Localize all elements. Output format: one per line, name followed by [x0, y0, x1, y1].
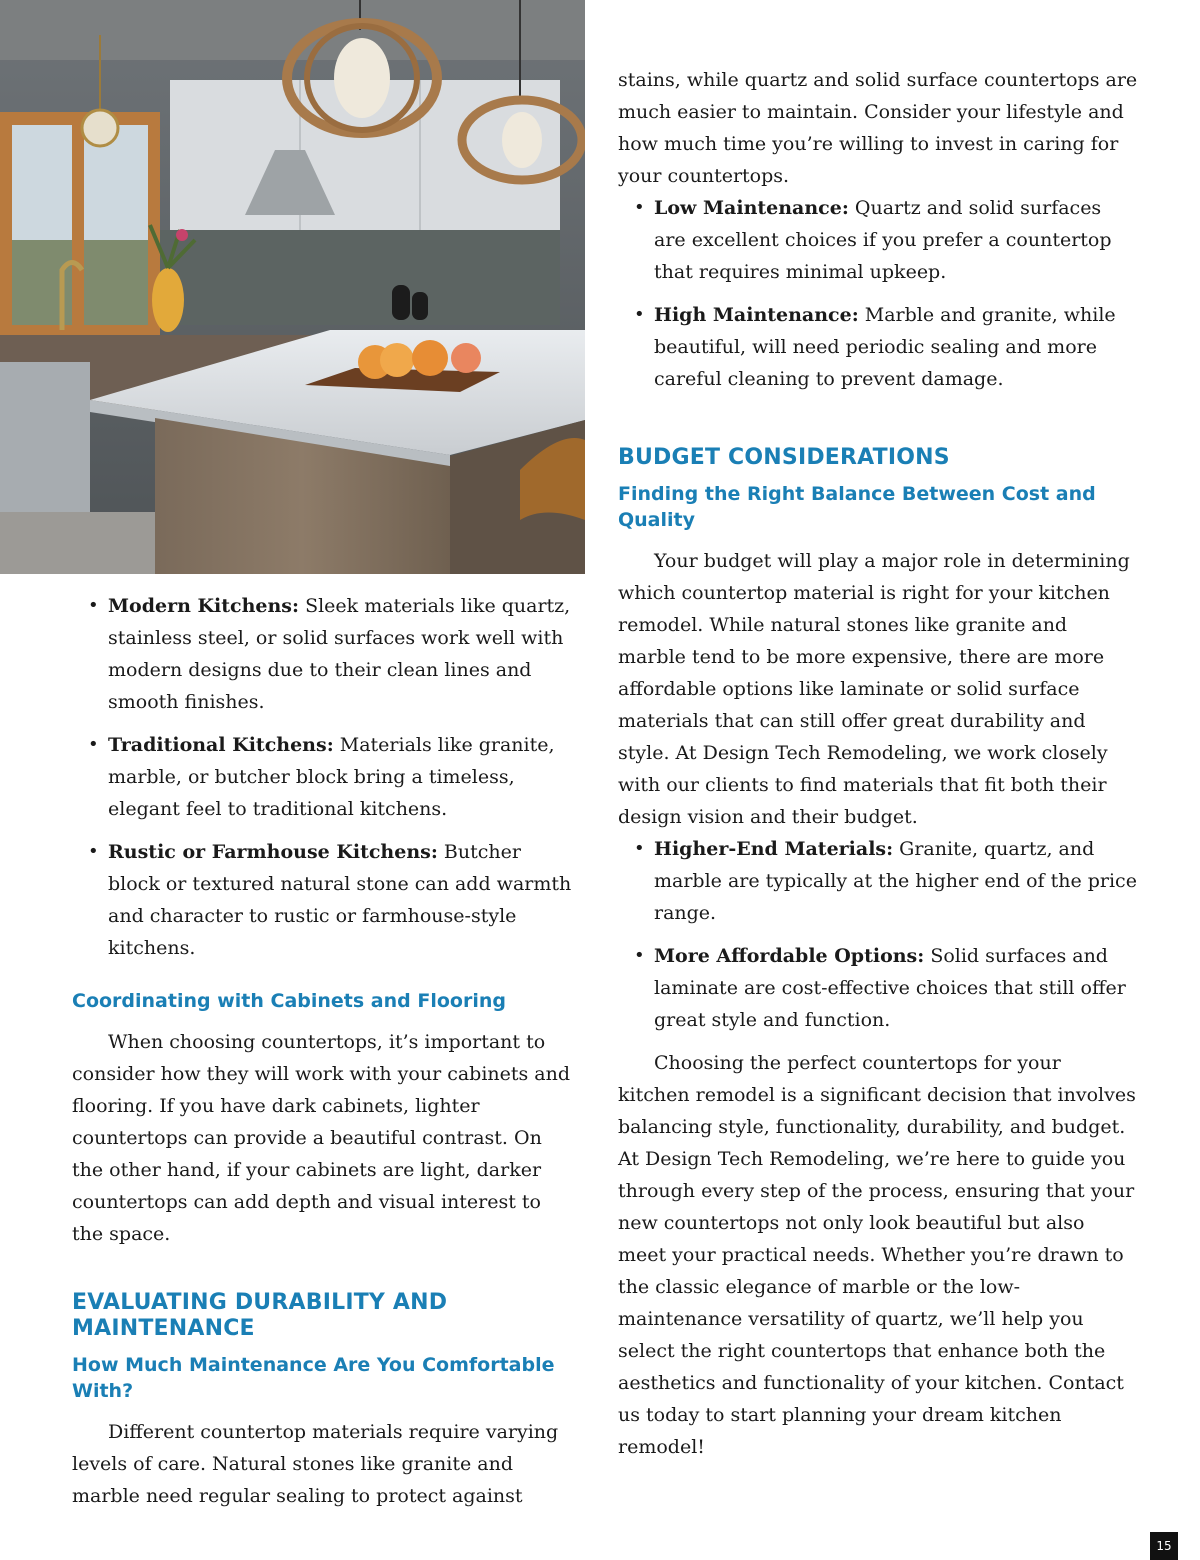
budget-paragraph: Your budget will play a major role in determining which countertop material is right for your kitchen remodel. While natural stones like granite and marble tend to be more expensive, there are more affordable options like laminate or solid surface materials that can still offer great durability and style. At Design Tech Remodeling, we work closely with our clients to find materials that fit both their design vision and their budget. — [618, 550, 1130, 828]
list-item: • Rustic or Farmhouse Kitchens: Butcher block or textured natural stone can add warmth and character to rustic or farmhouse-style kitchens. — [108, 836, 577, 964]
list-item: • More Affordable Options: Solid surfaces and laminate are cost-effective choices that still offer great style and function. — [654, 940, 1138, 1036]
list-item: • Higher-End Materials: Granite, quartz, and marble are typically at the higher end of the price range. — [654, 833, 1138, 929]
list-item: • Low Maintenance: Quartz and solid surfaces are excellent choices if you prefer a countertop that requires minimal upkeep. — [654, 192, 1138, 288]
maintenance-paragraph-continued: stains, while quartz and solid surface countertops are much easier to maintain. Consider your lifestyle and how much time you’re willing to invest in caring for your countertops. — [618, 69, 1138, 187]
kitchen-style-list — [72, 590, 577, 964]
page-number: 15 — [1150, 1532, 1178, 1560]
budget-heading: BUDGET CONSIDERATIONS — [618, 445, 950, 470]
maintenance-subheading: How Much Maintenance Are You Comfortable With? — [72, 1354, 555, 1402]
right-column — [618, 64, 1138, 1463]
list-item: • Modern Kitchens: Sleek materials like quartz, stainless steel, or solid surfaces work well with modern designs due to their clean lines and smooth finishes. — [108, 590, 577, 718]
maintenance-paragraph: Different countertop materials require varying levels of care. Natural stones like granite and marble need regular sealing to protect against — [72, 1421, 559, 1507]
budget-list — [618, 833, 1138, 1036]
kitchen-photo — [0, 0, 585, 574]
maintenance-list — [618, 192, 1138, 395]
list-item: • Traditional Kitchens: Materials like granite, marble, or butcher block bring a timeless, elegant feel to traditional kitchens. — [108, 729, 577, 825]
durability-heading: EVALUATING DURABILITY AND MAINTENANCE — [72, 1290, 448, 1341]
coordinating-subheading: Coordinating with Cabinets and Flooring — [72, 990, 506, 1012]
list-item: • High Maintenance: Marble and granite, while beautiful, will need periodic sealing and more careful cleaning to prevent damage. — [654, 299, 1138, 395]
left-column — [72, 590, 577, 1512]
closing-paragraph: Choosing the perfect countertops for your kitchen remodel is a significant decision that involves balancing style, functionality, durability, and budget. At Design Tech Remodeling, we’re here to guide you through every step of the process, ensuring that your new countertops not only look beautiful but also meet your practical needs. Whether you’re drawn to the classic elegance of marble or the low-maintenance versatility of quartz, we’ll help you select the right countertops that enhance both the aesthetics and functionality of your kitchen. Contact us today to start planning your dream kitchen remodel! — [618, 1052, 1136, 1458]
coordinating-paragraph: When choosing countertops, it’s important to consider how they will work with your cabinets and flooring. If you have dark cabinets, lighter countertops can provide a beautiful contrast. On the other hand, if your cabinets are light, darker countertops can add depth and visual interest to the space. — [72, 1031, 571, 1245]
budget-subheading: Finding the Right Balance Between Cost and Quality — [618, 483, 1096, 531]
